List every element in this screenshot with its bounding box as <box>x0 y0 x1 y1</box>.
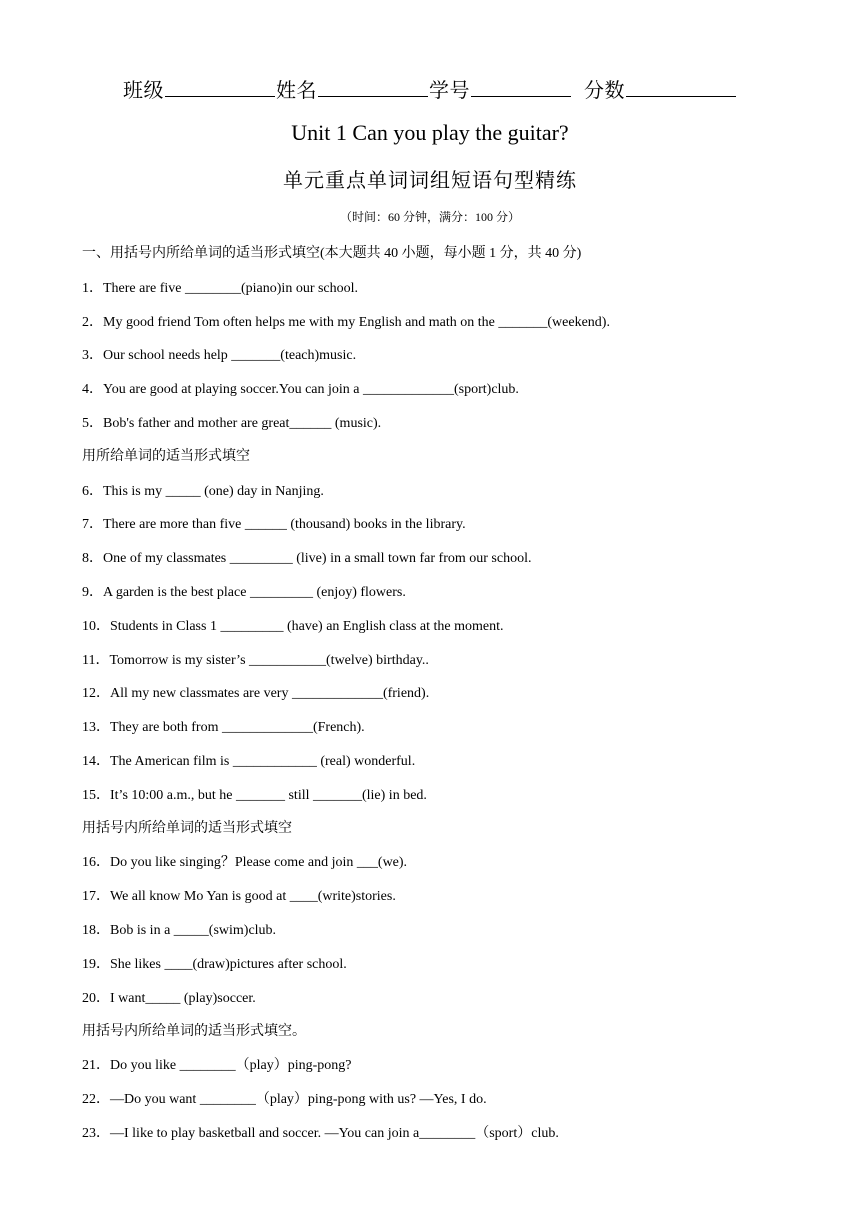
question-number: 21． <box>82 1058 110 1073</box>
subsection-heading: 用括号内所给单词的适当形式填空 <box>82 821 292 836</box>
question-text: This is my _____ (one) day in Nanjing. <box>103 484 324 499</box>
subsection-heading: 用所给单词的适当形式填空 <box>82 449 250 464</box>
question-number: 1． <box>82 281 103 296</box>
question-number: 19． <box>82 957 110 972</box>
question-text: One of my classmates _________ (live) in a small town far from our school. <box>103 551 532 566</box>
question-number: 10． <box>82 619 110 634</box>
question-number: 2． <box>82 315 103 330</box>
student-info-fields <box>0 74 860 103</box>
student-id-blank <box>471 78 571 97</box>
question-item <box>82 1122 559 1142</box>
question-number: 18． <box>82 923 110 938</box>
question-text: She likes ____(draw)pictures after school. <box>110 957 347 972</box>
question-text: They are both from _____________(French). <box>110 720 365 735</box>
question-number: 22． <box>82 1092 110 1107</box>
question-text: Our school needs help _______(teach)music. <box>103 348 357 363</box>
section-heading: 一、用括号内所给单词的适当形式填空(本大题共 40 小题，每小题 1 分，共 40 分) <box>82 246 582 261</box>
question-text: We all know Mo Yan is good at ____(write)stories. <box>110 889 396 904</box>
score-label: 分数 <box>584 80 625 102</box>
question-item <box>82 649 429 669</box>
question-text: There are five ________(piano)in our school. <box>103 281 359 296</box>
question-item <box>82 885 396 905</box>
question-text: A garden is the best place _________ (enjoy) flowers. <box>103 585 406 600</box>
question-number: 13． <box>82 720 110 735</box>
name-label: 姓名 <box>276 80 317 102</box>
subsection-heading: 用括号内所给单词的适当形式填空。 <box>82 1024 306 1039</box>
question-text: It’s 10:00 a.m., but he _______ still _______(lie) in bed. <box>110 788 427 803</box>
name-blank <box>318 78 428 97</box>
class-blank <box>165 78 275 97</box>
question-number: 8． <box>82 551 103 566</box>
question-item <box>82 412 381 432</box>
question-number: 12． <box>82 686 110 701</box>
question-text: Tomorrow is my sister’s ___________(twelve) birthday.. <box>109 653 429 668</box>
student-id-label: 学号 <box>429 80 470 102</box>
question-text: I want_____ (play)soccer. <box>110 991 256 1006</box>
page-title: Unit 1 Can you play the guitar? <box>291 120 569 145</box>
score-blank <box>626 78 736 97</box>
class-label: 班级 <box>123 80 164 102</box>
question-text: Students in Class 1 _________ (have) an English class at the moment. <box>110 619 504 634</box>
time-score-note: （时间：60 分钟，满分：100 分） <box>339 210 520 224</box>
question-item <box>82 953 347 973</box>
question-item <box>82 547 531 567</box>
question-item <box>82 277 358 297</box>
question-number: 3． <box>82 348 103 363</box>
question-number: 17． <box>82 889 110 904</box>
question-text: All my new classmates are very _____________(friend). <box>110 686 430 701</box>
question-item <box>82 480 324 500</box>
question-text: Bob's father and mother are great______ (music). <box>103 416 382 431</box>
question-number: 5． <box>82 416 103 431</box>
question-number: 23． <box>82 1126 110 1141</box>
question-text: —I like to play basketball and soccer. —You can join a________（sport）club. <box>110 1126 559 1141</box>
question-item <box>82 311 610 331</box>
page-subtitle: 单元重点单词词组短语句型精练 <box>283 170 577 192</box>
question-text: The American film is ____________ (real) wonderful. <box>110 754 416 769</box>
question-number: 14． <box>82 754 110 769</box>
question-item <box>82 344 356 364</box>
question-item <box>82 378 519 398</box>
question-item <box>82 987 256 1007</box>
question-number: 4． <box>82 382 103 397</box>
question-item <box>82 750 415 770</box>
question-item <box>82 581 406 601</box>
question-text: —Do you want ________（play）ping-pong with us? —Yes, I do. <box>110 1092 487 1107</box>
question-number: 9． <box>82 585 103 600</box>
question-number: 6． <box>82 484 103 499</box>
question-number: 15． <box>82 788 110 803</box>
question-text: My good friend Tom often helps me with my English and math on the _______(weekend). <box>103 315 610 330</box>
question-text: You are good at playing soccer.You can join a _____________(sport)club. <box>103 382 519 397</box>
question-item <box>82 513 466 533</box>
question-number: 16． <box>82 855 110 870</box>
question-text: Do you like singing？Please come and join ___(we). <box>110 855 408 870</box>
question-number: 7． <box>82 517 103 532</box>
question-text: Bob is in a _____(swim)club. <box>110 923 277 938</box>
question-number: 11． <box>82 653 110 668</box>
question-item <box>82 919 276 939</box>
question-number: 20． <box>82 991 110 1006</box>
question-item <box>82 615 504 635</box>
question-item <box>82 851 407 871</box>
question-text: Do you like ________（play）ping-pong? <box>110 1058 352 1073</box>
question-text: There are more than five ______ (thousand) books in the library. <box>103 517 466 532</box>
question-item <box>82 682 429 702</box>
question-item <box>82 716 365 736</box>
question-item <box>82 784 427 804</box>
question-item <box>82 1054 351 1074</box>
question-item <box>82 1088 487 1108</box>
